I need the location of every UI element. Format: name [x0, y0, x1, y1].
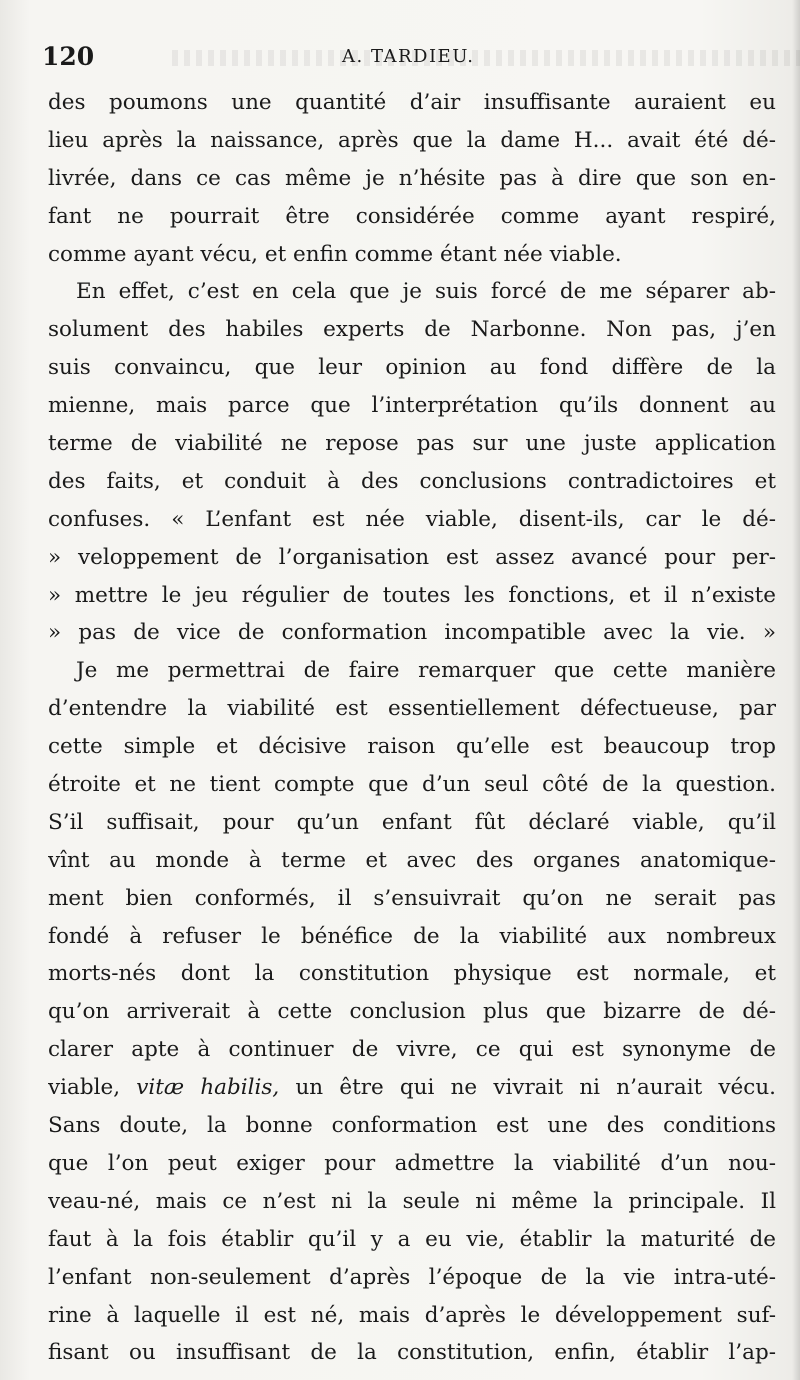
- text-line: » veloppement de l’organisation est assez avancé pour per-: [48, 544, 776, 570]
- scan-shadow: [792, 0, 800, 1380]
- text-line: vînt au monde à terme et avec des organes anatomique-: [48, 847, 776, 873]
- page-header: [42, 40, 762, 76]
- text-line: Je me permettrai de faire remarquer que cette manière: [76, 658, 776, 684]
- text-line: mienne, mais parce que l’interprétation qu’ils donnent au: [48, 393, 776, 419]
- text-line: étroite et ne tient compte que d’un seul côté de la question.: [48, 772, 776, 798]
- text-line: fondé à refuser le bénéfice de la viabilité aux nombreux: [48, 923, 776, 949]
- text-line: faut à la fois établir qu’il y a eu vie, établir la maturité de: [48, 1226, 776, 1252]
- text-line: suis convaincu, que leur opinion au fond diffère de la: [48, 355, 776, 381]
- page-number: 120: [42, 42, 95, 71]
- text-line: l’enfant non-seulement d’après l’époque de la vie intra-uté-: [48, 1264, 776, 1290]
- text-line: fisant ou insuffisant de la constitution, enfin, établir l’ap-: [48, 1340, 776, 1366]
- text-line: Sans doute, la bonne conformation est une des conditions: [48, 1113, 776, 1139]
- text-line: comme ayant vécu, et enfin comme étant née viable.: [48, 241, 622, 267]
- text-line: viable, vitæ habilis, un être qui ne vivrait ni n’aurait vécu.: [48, 1075, 776, 1101]
- text-line: des poumons une quantité d’air insuffisante auraient eu: [48, 90, 776, 115]
- text-line: ment bien conformés, il s’ensuivrait qu’on ne serait pas: [48, 885, 776, 911]
- latin-phrase: vitæ habilis,: [136, 1075, 280, 1101]
- body-text: [48, 84, 776, 1372]
- running-head: A. TARDIEU.: [342, 46, 475, 67]
- text-line: confuses. « L’enfant est née viable, disent-ils, car le dé-: [48, 506, 776, 532]
- text-line: que l’on peut exiger pour admettre la viabilité d’un nou-: [48, 1150, 776, 1176]
- text-line: fant ne pourrait être considérée comme ayant respiré,: [48, 203, 776, 229]
- text-line: qu’on arriverait à cette conclusion plus que bizarre de dé-: [48, 999, 776, 1025]
- text-line: S’il suffisait, pour qu’un enfant fût déclaré viable, qu’il: [48, 809, 776, 835]
- text-line: morts-nés dont la constitution physique est normale, et: [48, 961, 776, 987]
- bleed-through-text: [172, 50, 800, 66]
- text-line: des faits, et conduit à des conclusions contradictoires et: [48, 468, 776, 494]
- text-line: veau-né, mais ce n’est ni la seule ni même la principale. Il: [48, 1188, 776, 1214]
- text-line: clarer apte à continuer de vivre, ce qui est synonyme de: [48, 1037, 776, 1063]
- text-line: livrée, dans ce cas même je n’hésite pas à dire que son en-: [48, 165, 776, 191]
- text-line: lieu après la naissance, après que la dame H... avait été dé-: [48, 127, 776, 153]
- text-line: En effet, c’est en cela que je suis forcé de me séparer ab-: [76, 279, 776, 305]
- text-line: cette simple et décisive raison qu’elle est beaucoup trop: [48, 734, 776, 760]
- text-line: » pas de vice de conformation incompatible avec la vie. »: [48, 620, 776, 646]
- text-line: rine à laquelle il est né, mais d’après le développement suf-: [48, 1302, 776, 1328]
- text-line: d’entendre la viabilité est essentiellement défectueuse, par: [48, 696, 776, 722]
- text-line: solument des habiles experts de Narbonne. Non pas, j’en: [48, 317, 776, 343]
- text-line: » mettre le jeu régulier de toutes les fonctions, et il n’existe: [48, 582, 776, 608]
- text-line: terme de viabilité ne repose pas sur une juste application: [48, 431, 776, 457]
